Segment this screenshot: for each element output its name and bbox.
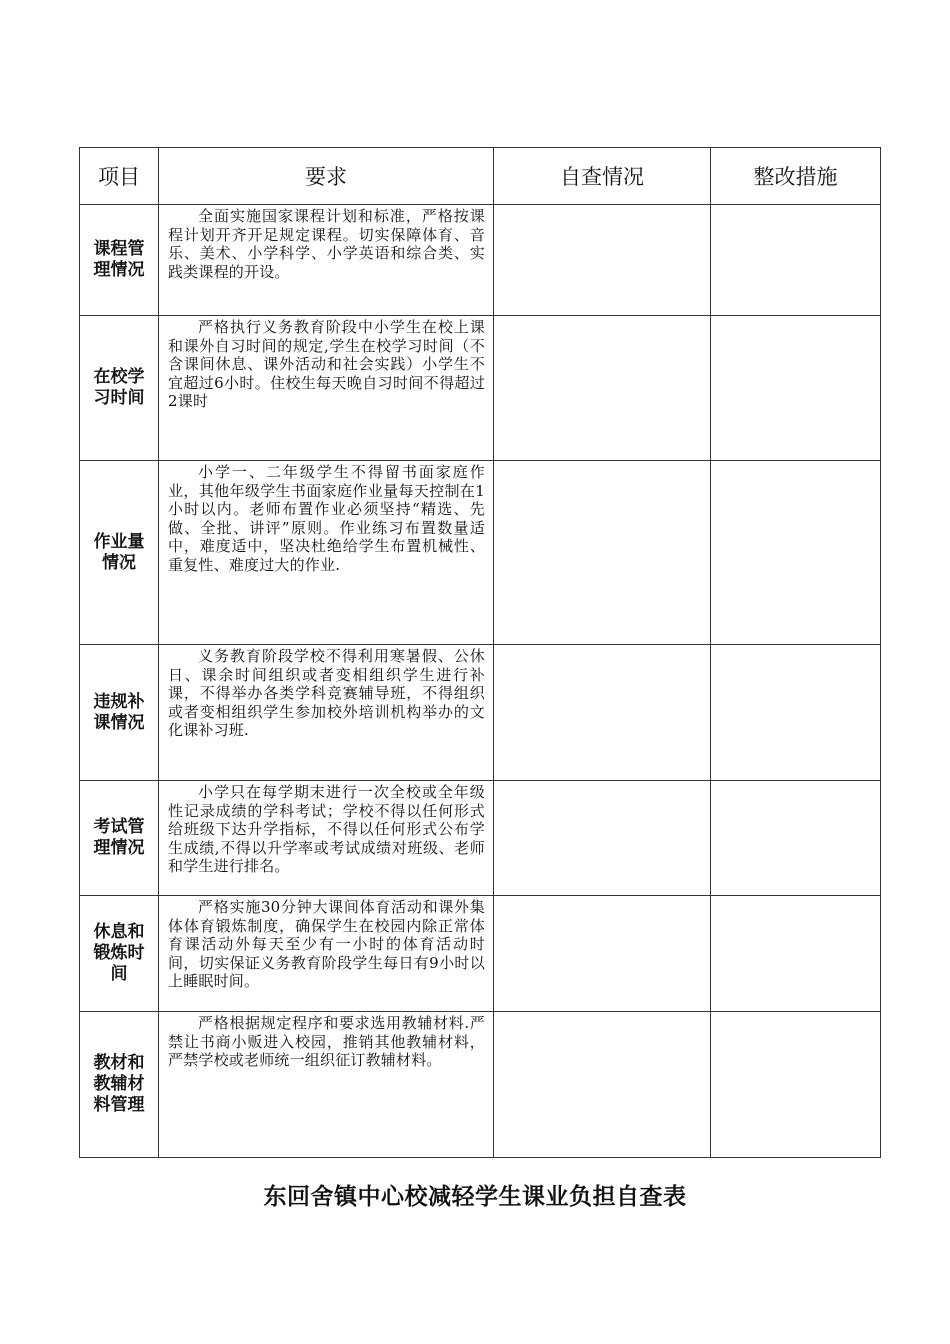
- table-header-row: [80, 148, 881, 205]
- row-requirement: [159, 316, 494, 461]
- row-item: 休息和锻炼时间: [80, 896, 159, 1012]
- row-item: 违规补课情况: [80, 645, 159, 781]
- table-row: [80, 316, 881, 461]
- row-rectification[interactable]: [711, 316, 881, 461]
- row-self-check[interactable]: [494, 645, 711, 781]
- header-self-check: 自查情况: [494, 148, 711, 205]
- table-row: [80, 1012, 881, 1158]
- requirement-text: 义务教育阶段学校不得利用寒暑假、公休日、课余时间组织或者变相组织学生进行补课，不得举办各类学科竞赛辅导班，不得组织或者变相组织学生参加校外培训机构举办的文化课补习班.: [168, 647, 485, 739]
- table-row: [80, 781, 881, 896]
- header-item: 项目: [80, 148, 159, 205]
- table-row: [80, 461, 881, 645]
- requirement-text: 全面实施国家课程计划和标准，严格按课程计划开齐开足规定课程。切实保障体育、音乐、美术、小学科学、小学英语和综合类、实践类课程的开设。: [168, 207, 485, 281]
- row-self-check[interactable]: [494, 896, 711, 1012]
- header-requirement: 要求: [159, 148, 494, 205]
- row-self-check[interactable]: [494, 1012, 711, 1158]
- row-self-check[interactable]: [494, 316, 711, 461]
- row-rectification[interactable]: [711, 205, 881, 316]
- row-item: 教材和教辅材料管理: [80, 1012, 159, 1158]
- document-title: 东回舍镇中心校减轻学生课业负担自查表: [263, 1184, 687, 1210]
- row-rectification[interactable]: [711, 645, 881, 781]
- row-requirement: [159, 205, 494, 316]
- row-self-check[interactable]: [494, 205, 711, 316]
- table-row: [80, 645, 881, 781]
- row-requirement: [159, 645, 494, 781]
- header-rectification: 整改措施: [711, 148, 881, 205]
- requirement-text: 小学一、二年级学生不得留书面家庭作业，其他年级学生书面家庭作业量每天控制在1小时以内。老师布置作业必须坚持“精选、先做、全批、讲评”原则。作业练习布置数量适中，难度适中，坚决杜绝给学生布置机械性、重复性、难度过大的作业.: [168, 463, 485, 574]
- row-self-check[interactable]: [494, 781, 711, 896]
- row-rectification[interactable]: [711, 896, 881, 1012]
- row-item: 课程管理情况: [80, 205, 159, 316]
- self-check-table-wrapper: [79, 147, 880, 1158]
- table-row: [80, 896, 881, 1012]
- row-rectification[interactable]: [711, 781, 881, 896]
- requirement-text: 严格执行义务教育阶段中小学生在校上课和课外自习时间的规定,学生在校学习时间（不含课间休息、课外活动和社会实践）小学生不宜超过6小时。住校生每天晚自习时间不得超过2课时: [168, 318, 485, 410]
- self-check-table: [79, 147, 881, 1158]
- row-requirement: [159, 461, 494, 645]
- row-requirement: [159, 896, 494, 1012]
- requirement-text: 严格根据规定程序和要求选用教辅材料.严禁让书商小贩进入校园，推销其他教辅材料，严禁学校或老师统一组织征订教辅材料。: [168, 1014, 485, 1069]
- row-item: 考试管理情况: [80, 781, 159, 896]
- requirement-text: 小学只在每学期末进行一次全校或全年级性记录成绩的学科考试；学校不得以任何形式给班级下达升学指标，不得以任何形式公布学生成绩,不得以升学率或考试成绩对班级、老师和学生进行排名。: [168, 783, 485, 875]
- requirement-text: 严格实施30分钟大课间体育活动和课外集体体育锻炼制度，确保学生在校园内除正常体育课活动外每天至少有一小时的体育活动时间，切实保证义务教育阶段学生每日有9小时以上睡眠时间。: [168, 898, 485, 990]
- row-item: 在校学习时间: [80, 316, 159, 461]
- table-row: [80, 205, 881, 316]
- row-item: 作业量情况: [80, 461, 159, 645]
- row-rectification[interactable]: [711, 1012, 881, 1158]
- row-self-check[interactable]: [494, 461, 711, 645]
- row-requirement: [159, 1012, 494, 1158]
- row-requirement: [159, 781, 494, 896]
- row-rectification[interactable]: [711, 461, 881, 645]
